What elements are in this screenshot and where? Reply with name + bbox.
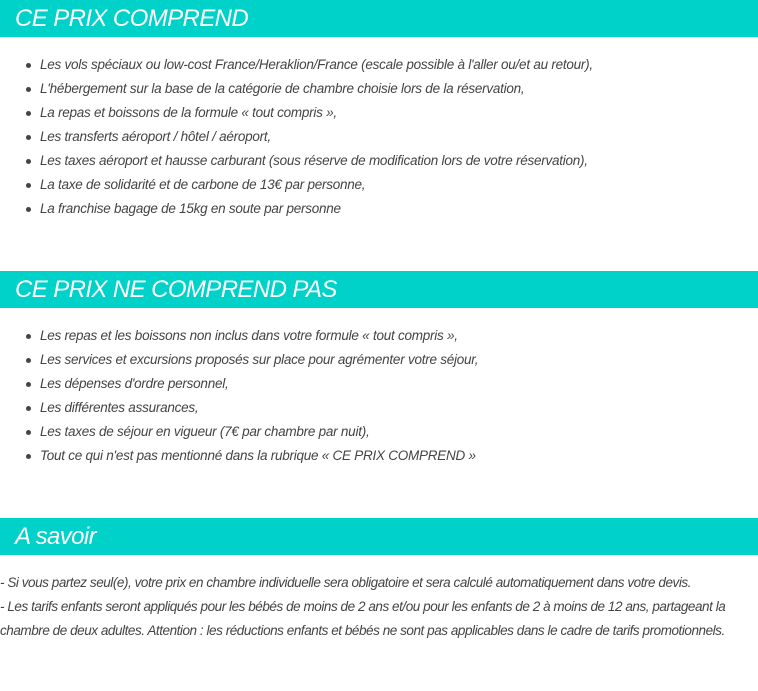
list-item: La franchise bagage de 15kg en soute par personne (40, 197, 593, 221)
list-item: La taxe de solidarité et de carbone de 13€ par personne, (40, 173, 593, 197)
section-title: CE PRIX COMPREND (15, 5, 249, 32)
paragraph: - Si vous partez seul(e), votre prix en chambre individuelle sera obligatoire et sera calculé automatiquement dans votre devis. (0, 575, 691, 590)
list-item: Les vols spéciaux ou low-cost France/Heraklion/France (escale possible à l'aller ou/et au retour), (40, 53, 593, 77)
section-title: A savoir (15, 523, 97, 550)
list-item: Les différentes assurances, (40, 396, 478, 420)
list-item: Les dépenses d'ordre personnel, (40, 372, 478, 396)
a-savoir-text (0, 571, 758, 643)
list-item: Tout ce qui n'est pas mentionné dans la rubrique « CE PRIX COMPREND » (40, 444, 478, 468)
section-header-a-savoir (0, 518, 758, 555)
paragraph: - Les tarifs enfants seront appliqués pour les bébés de moins de 2 ans et/ou pour les enfants de 2 à moins de 12 ans, partageant la chambre de deux adultes. Attention : les réductions enfants et bébés ne sont pas applicables dans le cadre de tarifs promotionnels. (0, 599, 726, 638)
included-list (0, 53, 593, 221)
not-included-list (0, 324, 478, 468)
list-item: Les taxes aéroport et hausse carburant (sous réserve de modification lors de votre réservation), (40, 149, 593, 173)
list-item: L'hébergement sur la base de la catégorie de chambre choisie lors de la réservation, (40, 77, 593, 101)
list-item: La repas et boissons de la formule « tout compris », (40, 101, 593, 125)
section-header-not-included (0, 271, 758, 308)
list-item: Les services et excursions proposés sur place pour agrémenter votre séjour, (40, 348, 478, 372)
section-header-included (0, 0, 758, 37)
list-item: Les transferts aéroport / hôtel / aéroport, (40, 125, 593, 149)
section-title: CE PRIX NE COMPREND PAS (15, 276, 337, 303)
list-item: Les repas et les boissons non inclus dans votre formule « tout compris », (40, 324, 478, 348)
list-item: Les taxes de séjour en vigueur (7€ par chambre par nuit), (40, 420, 478, 444)
